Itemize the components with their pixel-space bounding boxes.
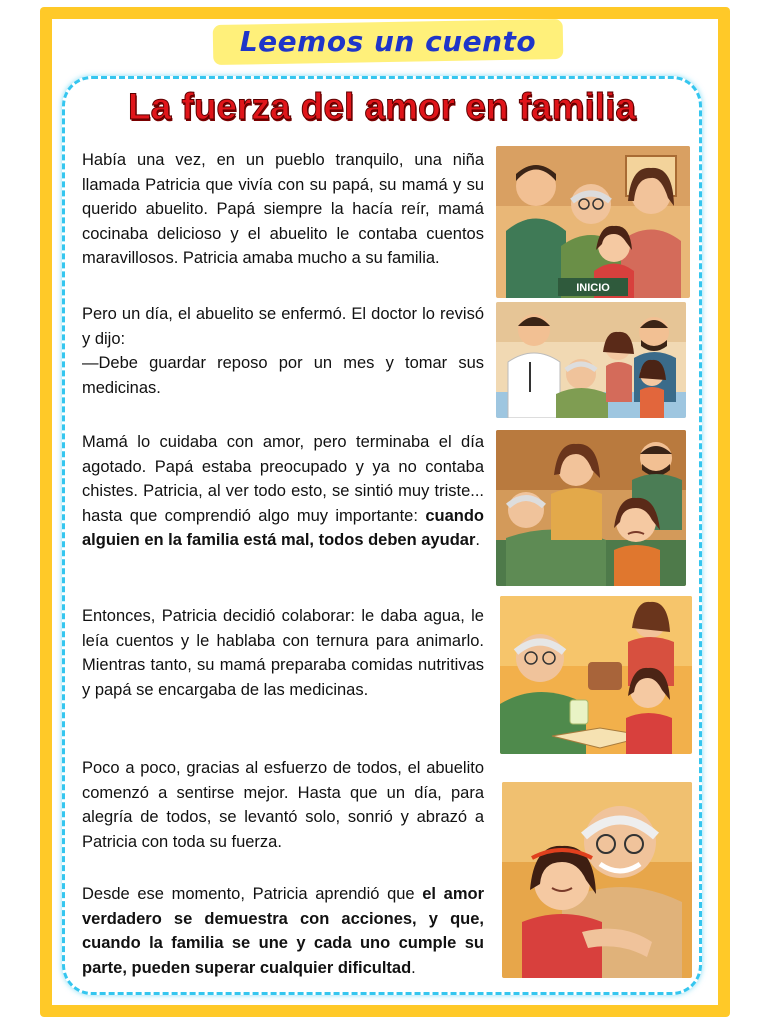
paragraph-2-dialogue: —Debe guardar reposo por un mes y tomar sus medicinas. — [82, 354, 484, 397]
paragraph-2 — [82, 302, 484, 400]
paragraph-1: Había una vez, en un pueblo tranquilo, una niña llamada Patricia que vivía con su papá, su mamá y su querido abuelito. Papá siempre la hacía reír, mamá cocinaba delicioso y el abuelito le contaba cuentos maravillosos. Patricia amaba mucho a su familia. — [82, 151, 484, 267]
illustration-doctor-visit — [496, 302, 686, 418]
paragraph-5: Poco a poco, gracias al esfuerzo de todos, el abuelito comenzó a sentirse mejor. Hasta que un día, para alegría de todos, se levantó solo, sonrió y abrazó a Patricia con toda su fuerza. — [82, 759, 484, 851]
inicio-label: INICIO — [576, 282, 610, 294]
paragraph-3-text: Mamá lo cuidaba con amor, pero terminaba el día agotado. Papá estaba preocupado y ya no contaba chistes. Patricia, al ver todo esto, se sintió muy triste... hasta que comprendió algo muy importante: — [82, 433, 484, 525]
illustration-family — [496, 146, 690, 298]
paragraph-4: Entonces, Patricia decidió colaborar: le daba agua, le leía cuentos y le hablaba con ternura para animarlo. Mientras tanto, su mamá preparaba comidas nutritivas y papá se encargaba de las medicinas. — [82, 607, 484, 699]
paragraph-2-narration: Pero un día, el abuelito se enfermó. El doctor lo revisó y dijo: — [82, 305, 484, 348]
paragraph-6-end: . — [411, 958, 416, 977]
paragraph-3-end: . — [475, 531, 480, 549]
illustration-worried-family — [496, 430, 686, 586]
story-title: La fuerza del amor en familia — [128, 86, 636, 127]
banner-title: Leemos un cuento — [239, 25, 537, 58]
illustration-hug — [502, 782, 692, 978]
paragraph-3 — [82, 430, 484, 553]
paragraph-6 — [82, 882, 484, 980]
paragraph-3-emphasis: cuando alguien en la familia está mal, todos deben ayudar — [82, 506, 484, 549]
illustration-caring — [500, 596, 692, 754]
paragraph-6-text: Desde ese momento, Patricia aprendió que — [82, 885, 423, 903]
paragraph-6-emphasis: el amor verdadero se demuestra con acciones, y que, cuando la familia se une y cada uno cumple su parte, pueden superar cualquier dificultad — [82, 885, 484, 977]
